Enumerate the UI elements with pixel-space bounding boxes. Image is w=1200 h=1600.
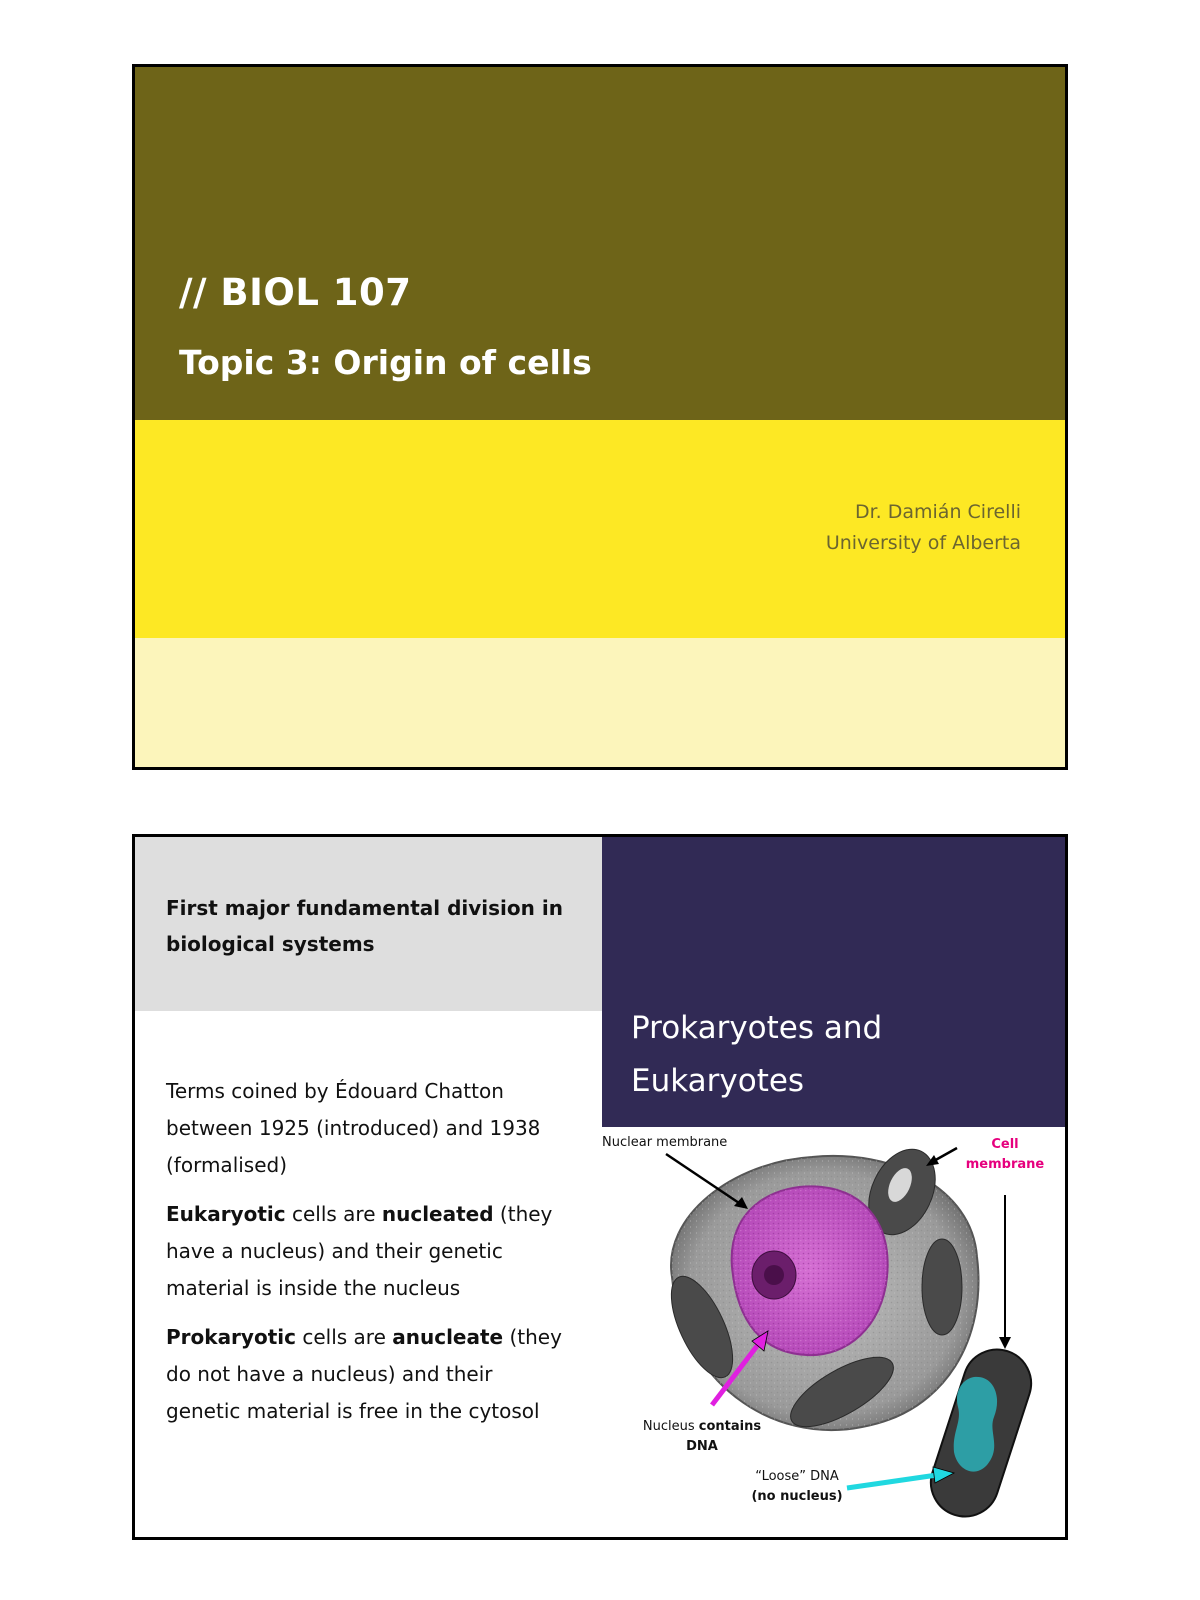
label-nuclear-membrane: Nuclear membrane (602, 1135, 728, 1150)
slide-heading (631, 1002, 1051, 1108)
author-name: Dr. Damián Cirelli (854, 501, 1021, 523)
text-span-bold: contains (698, 1419, 762, 1434)
text-span: (they have a nucleus) and their genetic material is inside the nucleus (166, 1202, 553, 1300)
title-band-pale (135, 638, 1065, 770)
slide-heading-line1: Prokaryotes and (631, 1010, 883, 1046)
course-code: // BIOL 107 (179, 271, 412, 314)
topic-title: Topic 3: Origin of cells (179, 343, 592, 382)
label-nucleus-line2: DNA (686, 1439, 718, 1454)
text-span: cells are (295, 1325, 393, 1349)
label-nucleus-line1 (632, 1417, 772, 1437)
text-span: (they do not have a nucleus) and their genetic material is free in the cytosol (166, 1325, 562, 1423)
term-prokaryotic: Prokaryotic (166, 1325, 296, 1349)
title-slide (132, 64, 1068, 770)
label-nucleus-dna (632, 1417, 772, 1457)
body-text (166, 1073, 566, 1442)
content-slide (132, 834, 1068, 1540)
eukaryotic-cell (659, 1139, 979, 1441)
slide-heading-line2: Eukaryotes (631, 1063, 805, 1099)
term-nucleated: nucleated (381, 1202, 494, 1226)
term-eukaryotic: Eukaryotic (166, 1202, 286, 1226)
paragraph-prokaryotic (166, 1319, 566, 1430)
label-cell-membrane-line2: membrane (965, 1157, 1045, 1172)
term-anucleate: anucleate (392, 1325, 504, 1349)
label-loose-dna (732, 1467, 862, 1507)
text-span: Nucleus (642, 1419, 699, 1434)
paragraph-eukaryotic (166, 1196, 566, 1307)
cell-micrograph-figure (602, 1127, 1065, 1540)
subheading: First major fundamental division in biological systems (166, 896, 563, 956)
label-loose-line1: “Loose” DNA (755, 1469, 839, 1484)
label-cell-membrane-line1: Cell (991, 1137, 1019, 1152)
author-institution: University of Alberta (825, 532, 1021, 554)
author-block (826, 497, 1021, 559)
paragraph-terms: Terms coined by Édouard Chatton between 1925 (introduced) and 1938 (formalised) (166, 1079, 541, 1177)
label-cell-membrane (960, 1135, 1050, 1175)
label-loose-line2: (no nucleus) (751, 1489, 843, 1504)
text-span: cells are (285, 1202, 382, 1226)
